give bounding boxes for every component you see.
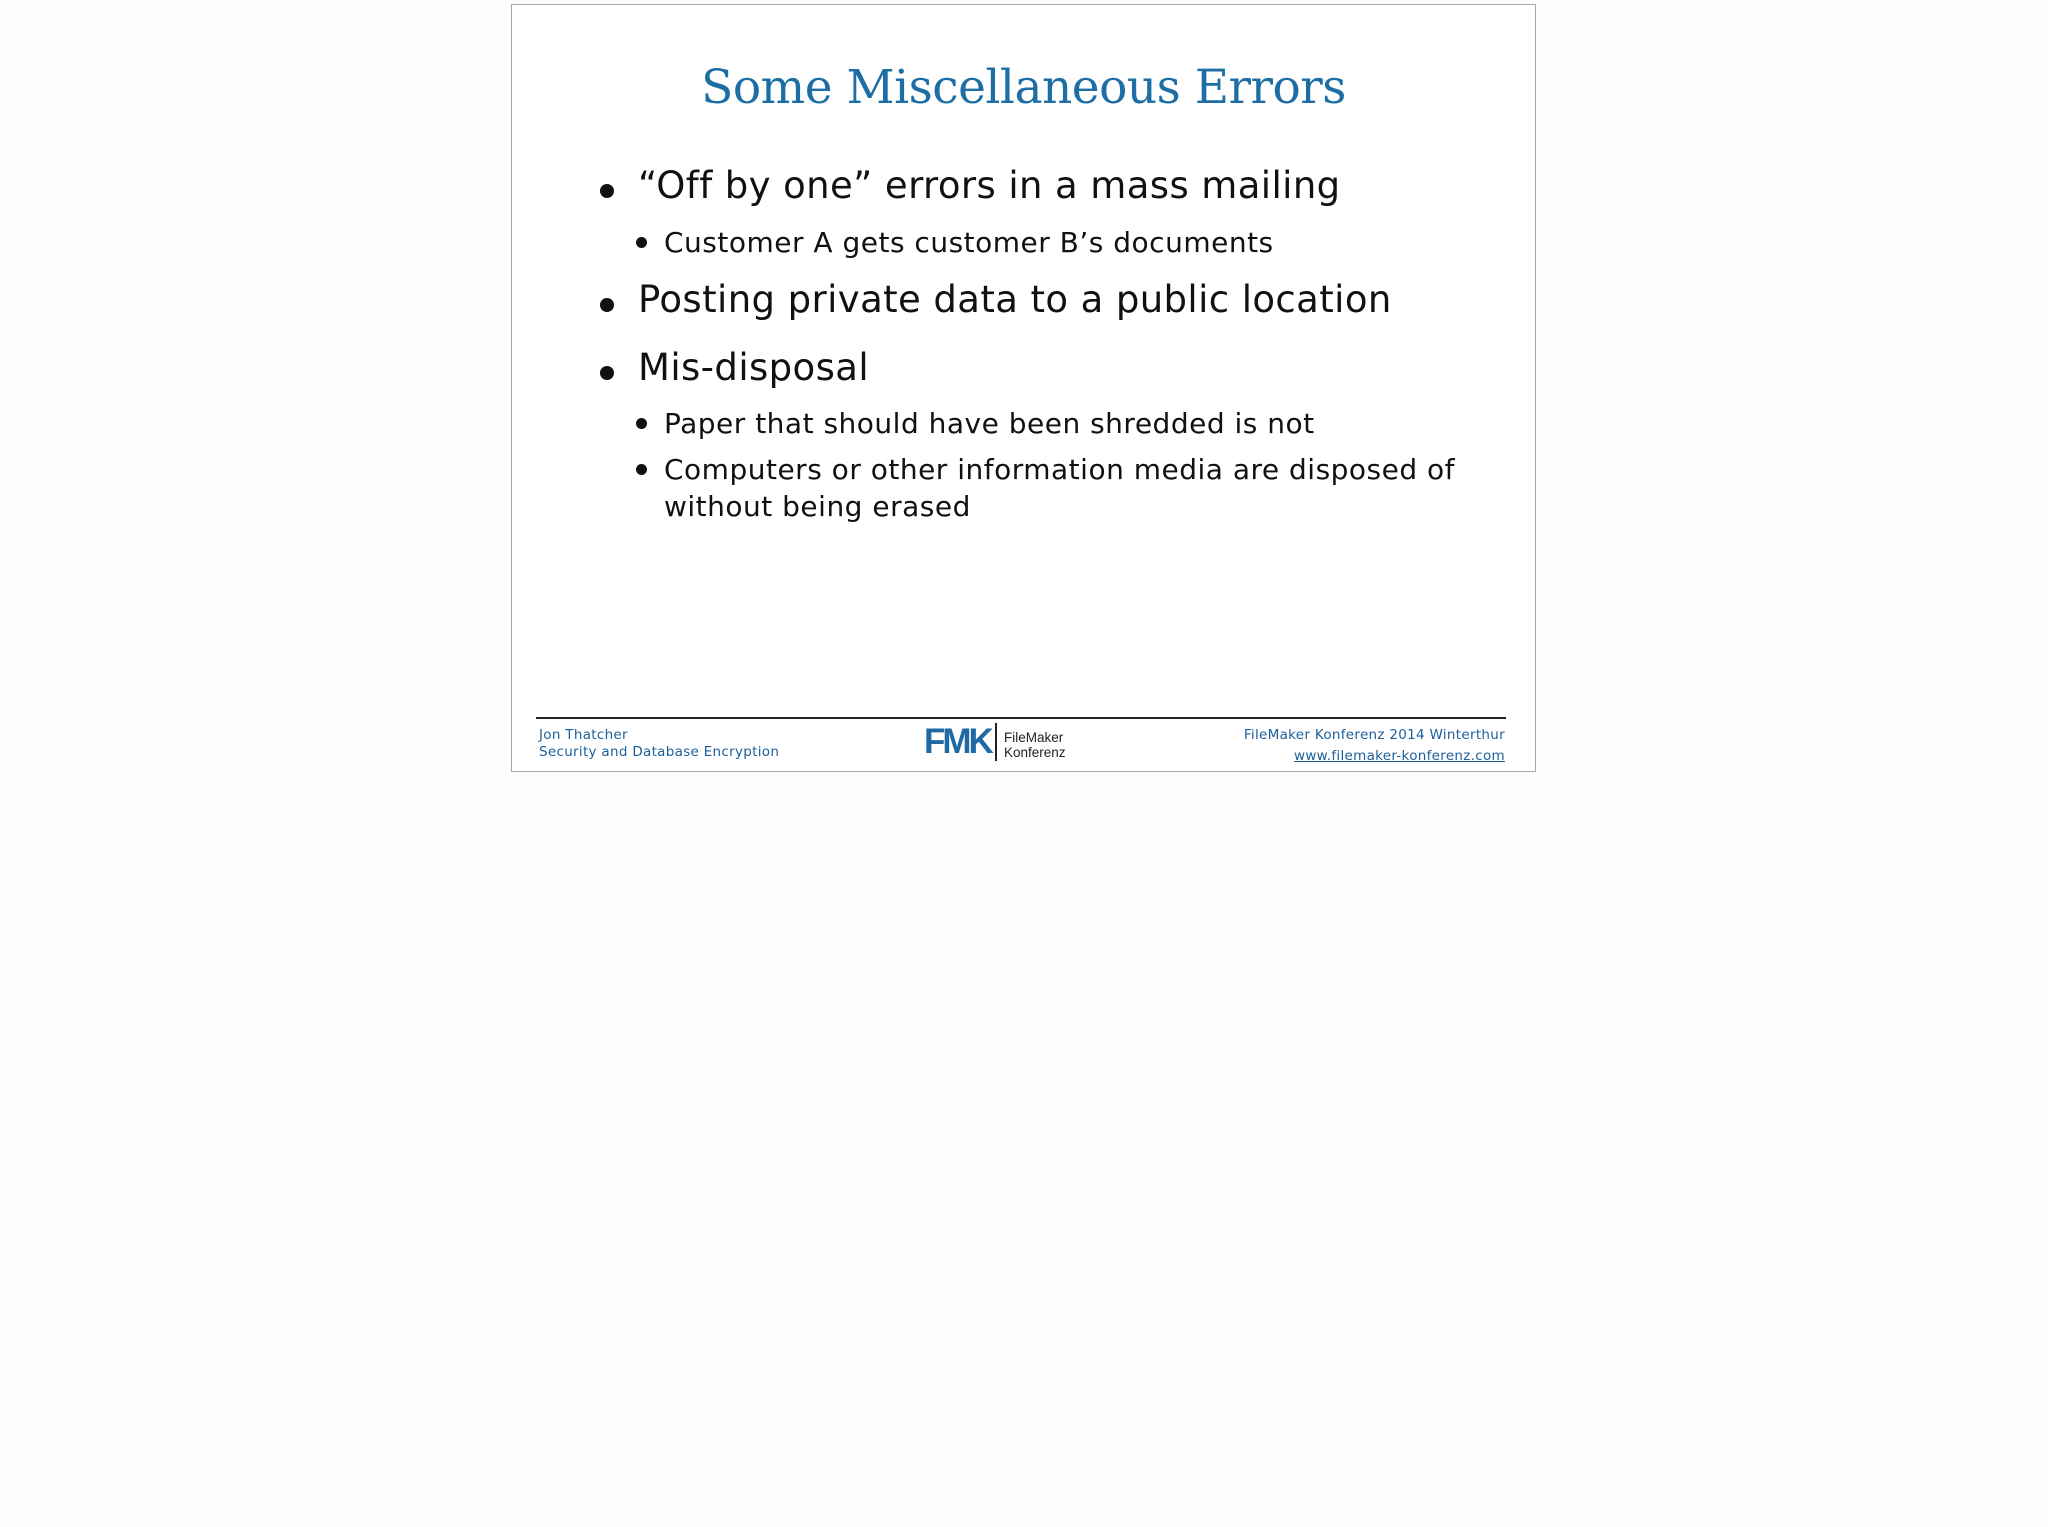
- sub-bullet-text: without being erased: [664, 490, 971, 523]
- slide-title: Some Miscellaneous Errors: [701, 60, 1346, 115]
- bullet-item: [638, 278, 1392, 321]
- sub-bullet-item: [664, 224, 1274, 261]
- sub-bullet-continuation: [664, 488, 971, 525]
- bullet-item: [638, 164, 1341, 207]
- logo-divider: [995, 723, 997, 761]
- sub-bullet-text: Computers or other information media are disposed of: [664, 453, 1456, 486]
- bullet-icon: [636, 418, 647, 429]
- sub-bullet-item: [664, 451, 1455, 488]
- logo-line-1: FileMaker: [1004, 730, 1064, 745]
- logo-line-2: Konferenz: [1004, 745, 1066, 760]
- footer-url-link[interactable]: www.filemaker-konferenz.com: [1294, 748, 1505, 764]
- sub-bullet-text: Paper that should have been shredded is not: [664, 407, 1315, 440]
- bullet-icon: [636, 464, 647, 475]
- slide: [511, 4, 1536, 772]
- bullet-icon: [636, 237, 647, 248]
- fmk-logo: [924, 721, 1074, 763]
- footer-talk-title: Security and Database Encryption: [539, 744, 780, 760]
- footer-event: FileMaker Konferenz 2014 Winterthur: [1243, 727, 1505, 743]
- bullet-text: “Off by one” errors in a mass mailing: [638, 164, 1341, 207]
- footer-author: Jon Thatcher: [539, 727, 628, 743]
- bullet-text: Mis-disposal: [638, 346, 870, 389]
- sub-bullet-text: Customer A gets customer B’s documents: [664, 226, 1274, 259]
- bullet-text: Posting private data to a public location: [638, 278, 1392, 321]
- sub-bullet-item: [664, 405, 1315, 442]
- footer-divider: [536, 717, 1506, 719]
- logo-mark: FMK: [924, 722, 991, 761]
- bullet-icon: [600, 366, 614, 380]
- bullet-item: [638, 346, 869, 389]
- bullet-icon: [600, 298, 614, 312]
- bullet-icon: [600, 184, 614, 198]
